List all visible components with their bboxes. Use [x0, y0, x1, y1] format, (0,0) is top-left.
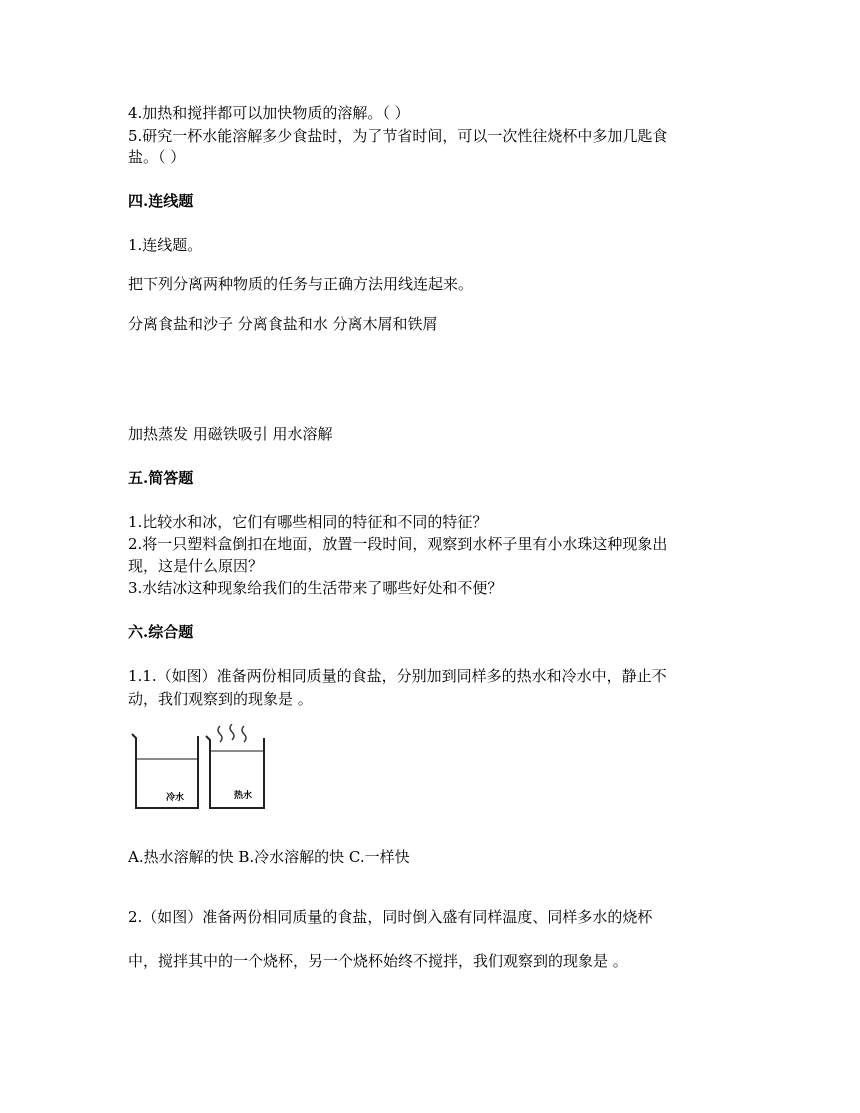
section6-q2-line1: 2.（如图）准备两份相同质量的食盐，同时倒入盛有同样温度、同样多水的烧杯: [128, 908, 653, 926]
cold-water-label: 冷水: [166, 793, 185, 803]
section6-q1-line1: 1.1.（如图）准备两份相同质量的食盐，分别加到同样多的热水和冷水中，静止不: [128, 667, 667, 685]
section5-item-1: 1.比较水和冰，它们有哪些相同的特征和不同的特征？: [128, 513, 488, 531]
section6-q2-line2: 中，搅拌其中的一个烧杯，另一个烧杯始终不搅拌，我们观察到的现象是 。: [128, 952, 628, 970]
section6-q1-options: A.热水溶解的快 B.冷水溶解的快 C.一样快: [128, 848, 410, 866]
section4-q1-instruction: 把下列分离两种物质的任务与正确方法用线连起来。: [128, 275, 474, 293]
cold-water-beaker: [132, 734, 198, 808]
section3-item-5-line2: 盐。（ ）: [128, 148, 186, 166]
section5-item-2-line1: 2.将一只塑料盒倒扣在地面，放置一段时间，观察到水杯子里有小水珠这种现象出: [128, 535, 668, 553]
section4-task-list: 分离食盐和沙子 分离食盐和水 分离木屑和铁屑: [128, 315, 438, 333]
section3-item-4: 4.加热和搅拌都可以加快物质的溶解。（ ）: [128, 104, 410, 122]
section5-item-2-line2: 现，这是什么原因？: [128, 557, 264, 575]
section5-heading: 五.简答题: [128, 469, 194, 487]
section4-heading: 四.连线题: [128, 192, 194, 210]
steam-icon: [218, 724, 246, 742]
section4-q1-title: 1.连线题。: [128, 236, 203, 254]
section5-item-3: 3.水结冰这种现象给我们的生活带来了哪些好处和不便？: [128, 579, 503, 597]
section3-item-5-line1: 5.研究一杯水能溶解多少食盐时，为了节省时间，可以一次性往烧杯中多加几匙食: [128, 127, 668, 145]
section6-heading: 六.综合题: [128, 623, 194, 641]
section6-q1-line2: 动，我们观察到的现象是 。: [128, 690, 313, 708]
hot-water-label: 热水: [234, 791, 253, 801]
hot-water-beaker: [206, 724, 264, 808]
section4-method-list: 加热蒸发 用磁铁吸引 用水溶解: [128, 425, 333, 443]
beakers-figure: [128, 724, 278, 812]
